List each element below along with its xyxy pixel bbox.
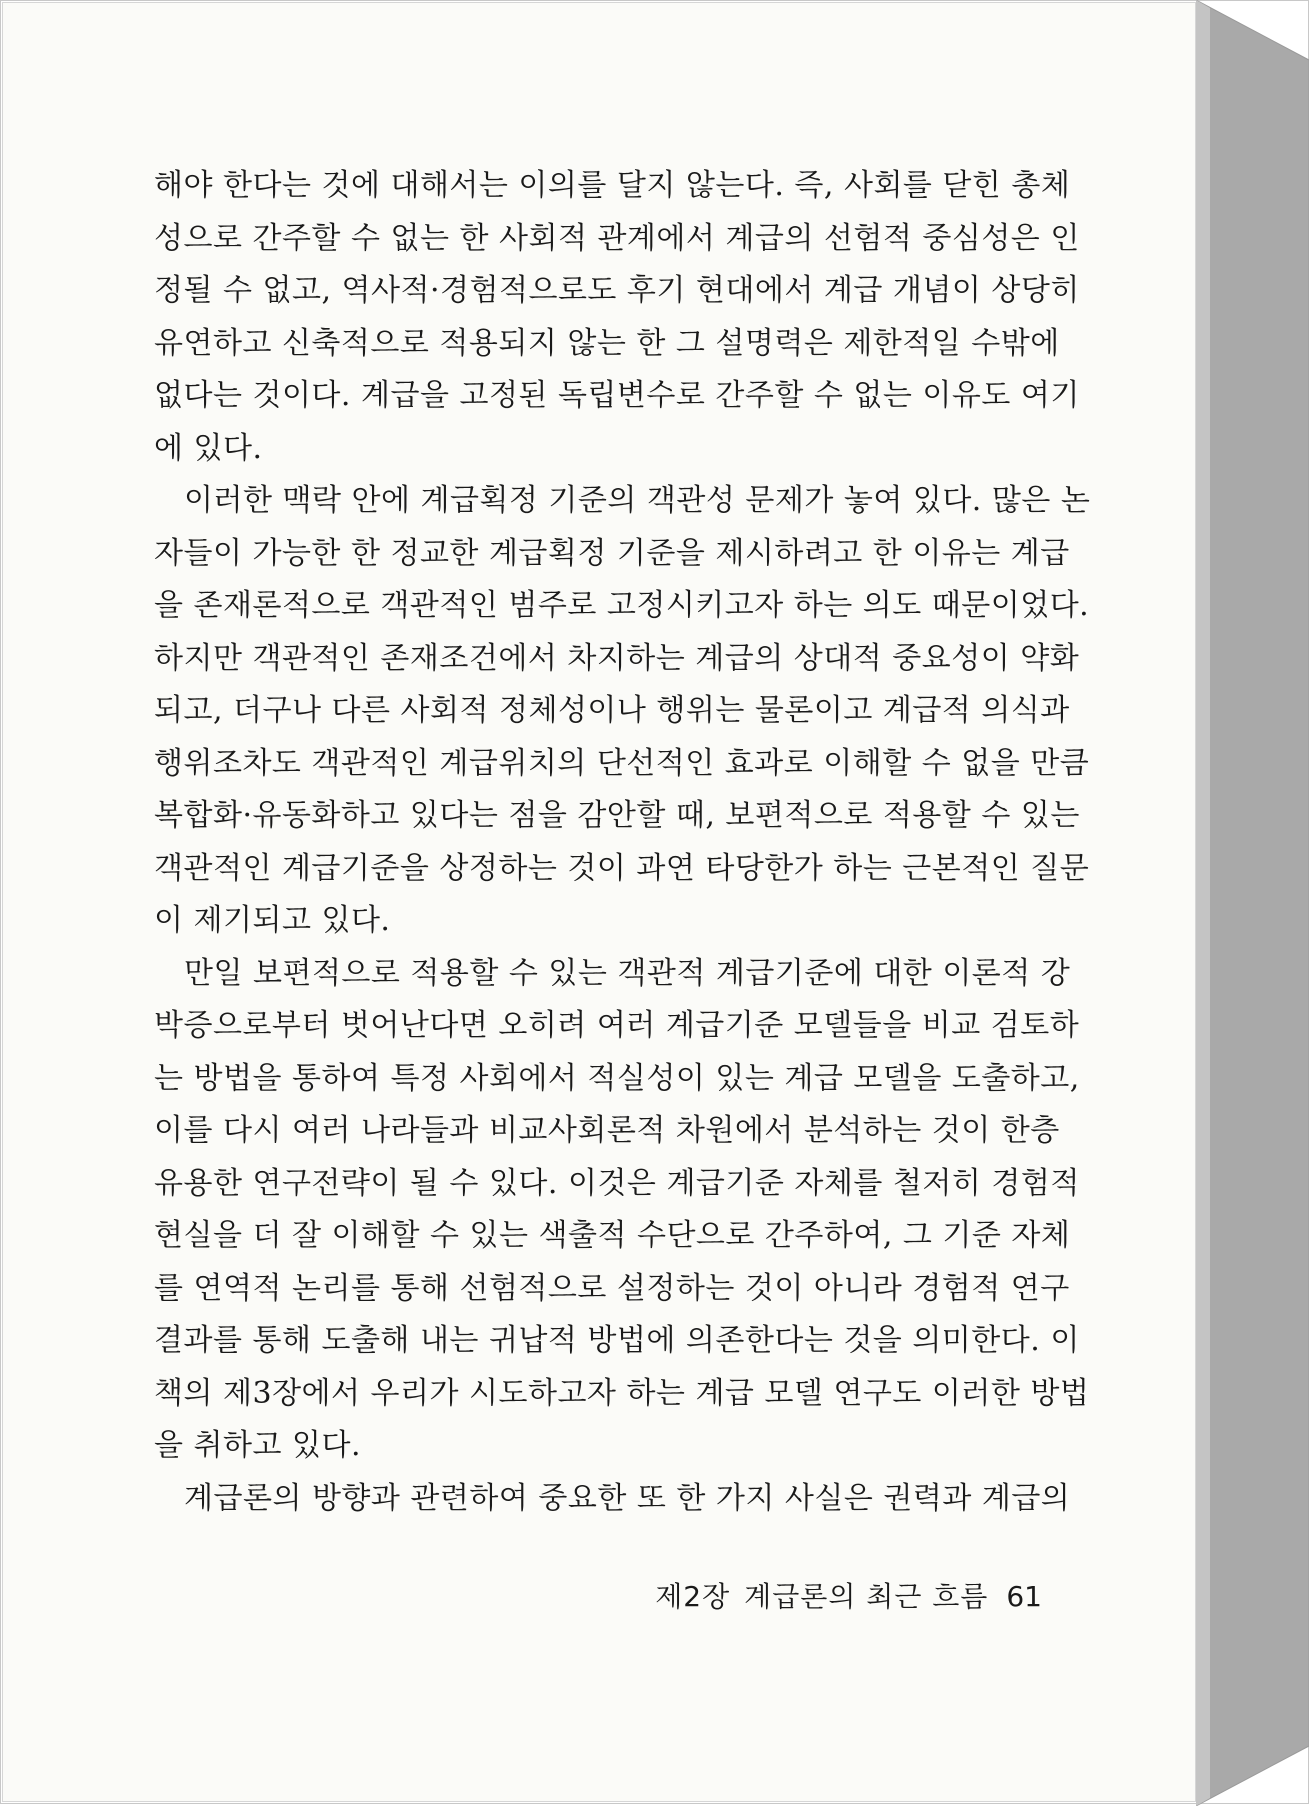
text-line: 만일 보편적으로 적용할 수 있는 객관적 계급기준에 대한 이론적 강 xyxy=(184,955,1071,991)
text-line: 객관적인 계급기준을 상정하는 것이 과연 타당한가 하는 근본적인 질문 xyxy=(154,850,1090,886)
text-line: 이를 다시 여러 나라들과 비교사회론적 차원에서 분석하는 것이 한층 xyxy=(154,1113,1060,1148)
text-line: 책의 제3장에서 우리가 시도하고자 하는 계급 모델 연구도 이러한 방법 xyxy=(154,1375,1090,1411)
text-line: 성으로 간주할 수 없는 한 사회적 관계에서 계급의 선험적 중심성은 인 xyxy=(154,220,1080,256)
text-line: 없다는 것이다. 계급을 고정된 독립변수로 간주할 수 없는 이유도 여기 xyxy=(154,378,1080,413)
text-line: 하지만 객관적인 존재조건에서 차지하는 계급의 상대적 중요성이 약화 xyxy=(154,640,1080,676)
text-line: 정될 수 없고, 역사적·경험적으로도 후기 현대에서 계급 개념이 상당히 xyxy=(154,273,1080,308)
text-line: 되고, 더구나 다른 사회적 정체성이나 행위는 물론이고 계급적 의식과 xyxy=(154,693,1070,728)
text-line: 박증으로부터 벗어난다면 오히려 여러 계급기준 모델들을 비교 검토하 xyxy=(154,1008,1080,1043)
text-line: 계급론의 방향과 관련하여 중요한 또 한 가지 사실은 권력과 계급의 xyxy=(184,1480,1071,1516)
running-footer xyxy=(640,1575,1042,1615)
text-line: 행위조차도 객관적인 계급위치의 단선적인 효과로 이해할 수 없을 만큼 xyxy=(154,745,1090,781)
text-line: 복합화·유동화하고 있다는 점을 감안할 때, 보편적으로 적용할 수 있는 xyxy=(154,798,1080,833)
text-line: 를 연역적 논리를 통해 선험적으로 설정하는 것이 아니라 경험적 연구 xyxy=(154,1270,1070,1306)
text-line: 을 취하고 있다. xyxy=(154,1428,361,1463)
book-edge-shadow xyxy=(1196,0,1309,1806)
text-line: 에 있다. xyxy=(154,430,263,466)
text-line: 현실을 더 잘 이해할 수 있는 색출적 수단으로 간주하여, 그 기준 자체 xyxy=(154,1218,1071,1253)
text-line: 결과를 통해 도출해 내는 귀납적 방법에 의존한다는 것을 의미한다. 이 xyxy=(154,1323,1080,1358)
page-number: 61 xyxy=(1006,1580,1042,1613)
footer-chapter: 제2장 xyxy=(655,1580,731,1613)
text-line: 자들이 가능한 한 정교한 계급획정 기준을 제시하려고 한 이유는 계급 xyxy=(154,535,1070,571)
text-line: 이 제기되고 있다. xyxy=(154,903,391,938)
body-text xyxy=(154,160,1091,1525)
text-line: 을 존재론적으로 객관적인 범주로 고정시키고자 하는 의도 때문이었다. xyxy=(154,588,1090,623)
text-line: 이러한 맥락 안에 계급획정 기준의 객관성 문제가 놓여 있다. 많은 논 xyxy=(184,483,1091,518)
text-line: 는 방법을 통하여 특정 사회에서 적실성이 있는 계급 모델을 도출하고, xyxy=(154,1060,1080,1096)
footer-title: 계급론의 최근 흐름 xyxy=(744,1580,989,1613)
text-line: 해야 한다는 것에 대해서는 이의를 달지 않는다. 즉, 사회를 닫힌 총체 xyxy=(154,168,1071,203)
text-line: 유연하고 신축적으로 적용되지 않는 한 그 설명력은 제한적일 수밖에 xyxy=(154,325,1060,361)
text-line: 유용한 연구전략이 될 수 있다. 이것은 계급기준 자체를 철저히 경험적 xyxy=(154,1165,1080,1201)
